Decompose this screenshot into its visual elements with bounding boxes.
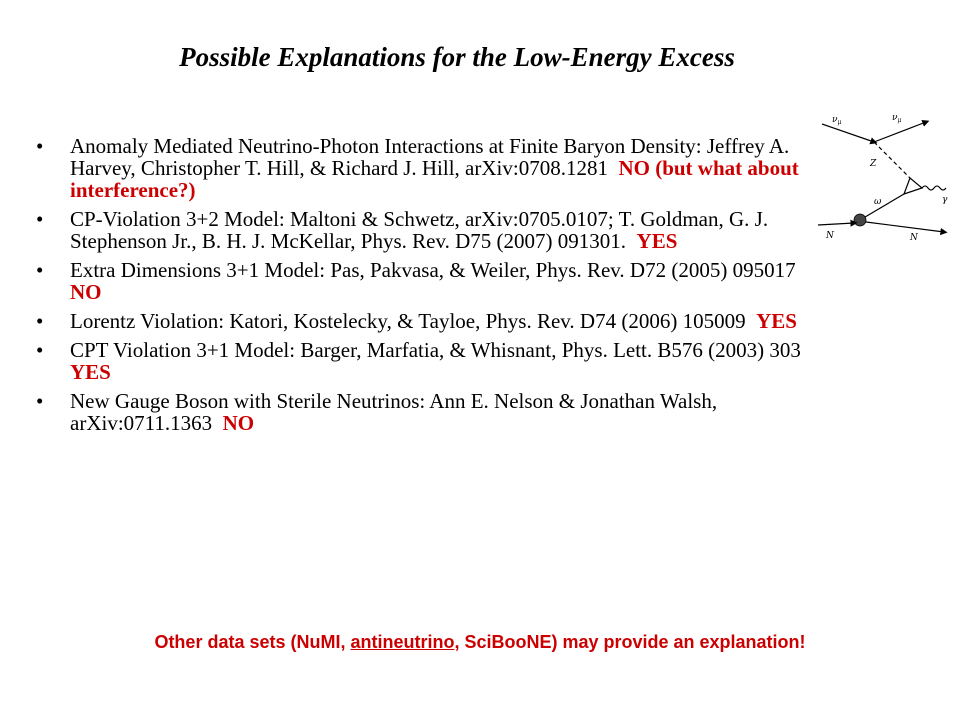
item-verdict: YES: [70, 360, 111, 384]
list-item: [36, 310, 836, 332]
gamma-label: γ: [942, 195, 948, 205]
z-label: Z: [870, 159, 877, 169]
bullet-dot: •: [36, 258, 44, 282]
item-text: New Gauge Boson with Sterile Neutrinos: Ann E. Nelson & Jonathan Walsh, arXiv:0711.1363: [70, 389, 718, 435]
footer-text-start: Other data sets (NuMI,: [154, 632, 351, 652]
footer-note: [0, 632, 960, 653]
item-text: CPT Violation 3+1 Model: Barger, Marfatia, & Whisnant, Phys. Lett. B576 (2003) 303: [70, 338, 801, 362]
list-item: [36, 390, 836, 434]
item-text: Lorentz Violation: Katori, Kostelecky, & Tayloe, Phys. Rev. D74 (2006) 105009: [70, 309, 746, 333]
slide-title: Possible Explanations for the Low-Energy Excess: [179, 42, 735, 72]
nu-in-label: $\nu_\mu$: [832, 115, 842, 126]
nucleon-out-line: [866, 222, 944, 232]
item-text: Anomaly Mediated Neutrino-Photon Interactions at Finite Baryon Density: Jeffrey A. Harvey, Christopher T. Hill, & Richard J. Hill, arXiv:0708.1281: [70, 134, 790, 180]
item-verdict: NO: [70, 280, 102, 304]
list-item: [36, 135, 836, 201]
footer-underlined: antineutrino: [350, 632, 455, 652]
bullet-dot: •: [36, 309, 44, 333]
footer-text-end: , SciBooNE) may provide an explanation!: [454, 632, 806, 652]
explanations-list: [36, 135, 836, 441]
item-verdict: YES: [756, 309, 797, 333]
z-boson-line: [874, 142, 910, 178]
bullet-dot: •: [36, 207, 44, 231]
neutrino-in-line: [822, 124, 874, 142]
bullet-dot: •: [36, 389, 44, 413]
item-verdict: YES: [636, 229, 678, 253]
list-item: [36, 339, 836, 383]
neutrino-out-line: [874, 122, 926, 142]
item-text: CP-Violation 3+2 Model: Maltoni & Schwetz, arXiv:0705.0107; T. Goldman, G. J. Stephenson Jr., B. H. J. McKellar, Phys. Rev. D75 (2007) 091301.: [70, 207, 769, 253]
list-item: [36, 208, 836, 252]
n-out-label: N: [910, 233, 918, 242]
item-text: Extra Dimensions 3+1 Model: Pas, Pakvasa, & Weiler, Phys. Rev. D72 (2005) 095017: [70, 258, 796, 282]
list-item: [36, 259, 836, 303]
nucleon-in-line: [818, 223, 854, 225]
vertex-blob: [854, 214, 866, 226]
omega-label: ω: [874, 197, 882, 207]
item-verdict: NO (but what about interference?): [70, 156, 799, 202]
bullet-dot: •: [36, 338, 44, 362]
omega-line: [860, 194, 904, 220]
bullet-dot: •: [36, 134, 44, 158]
feynman-diagram: [814, 112, 960, 242]
triangle-loop: [904, 178, 922, 194]
item-verdict: NO: [222, 411, 255, 435]
photon-line: [922, 186, 946, 190]
n-in-label: N: [826, 231, 834, 241]
nu-out-label: $\nu_\mu$: [892, 113, 902, 124]
